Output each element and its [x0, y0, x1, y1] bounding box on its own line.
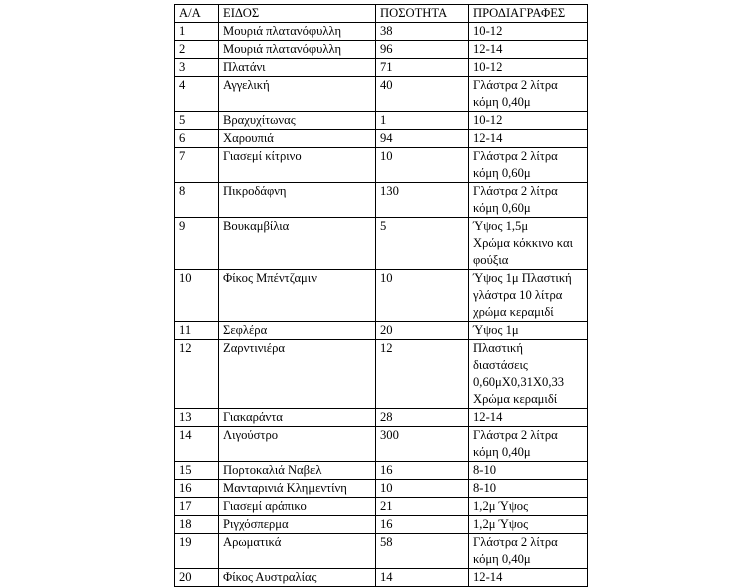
cell-quantity: 40 — [376, 77, 469, 112]
cell-specifications — [469, 534, 588, 569]
cell-item: Φίκος Μπέντζαμιν — [219, 270, 376, 322]
spec-line: 12-14 — [473, 570, 503, 584]
cell-quantity: 94 — [376, 130, 469, 148]
spec-line: 12-14 — [473, 410, 503, 424]
spec-line: Πλαστική — [473, 341, 523, 355]
cell-quantity: 16 — [376, 462, 469, 480]
spec-line: 0,60μΧ0,31Χ0,33 — [473, 375, 565, 389]
spec-line: 12-14 — [473, 42, 503, 56]
cell-specifications — [469, 427, 588, 462]
cell-item: Βουκαμβίλια — [219, 218, 376, 270]
spec-line: κόμη 0,40μ — [473, 552, 531, 566]
spec-line: κόμη 0,40μ — [473, 95, 531, 109]
cell-number: 17 — [175, 498, 219, 516]
cell-item: Πλατάνι — [219, 59, 376, 77]
cell-specifications — [469, 183, 588, 218]
table-row — [175, 41, 588, 59]
cell-quantity: 5 — [376, 218, 469, 270]
table-row — [175, 569, 588, 587]
spec-line: γλάστρα 10 λίτρα — [473, 288, 563, 302]
cell-quantity: 10 — [376, 480, 469, 498]
spec-line: κόμη 0,60μ — [473, 201, 531, 215]
cell-item: Γιασεμί αράπικο — [219, 498, 376, 516]
cell-quantity: 21 — [376, 498, 469, 516]
cell-number: 9 — [175, 218, 219, 270]
spec-line: 8-10 — [473, 463, 497, 477]
cell-specifications — [469, 77, 588, 112]
table-row — [175, 23, 588, 41]
table-row — [175, 462, 588, 480]
spec-line: διαστάσεις — [473, 358, 528, 372]
cell-number: 18 — [175, 516, 219, 534]
spec-line: 10-12 — [473, 113, 503, 127]
cell-number: 5 — [175, 112, 219, 130]
table-row — [175, 130, 588, 148]
cell-item: Ριγχόσπερμα — [219, 516, 376, 534]
cell-item: Βραχυχίτωνας — [219, 112, 376, 130]
cell-quantity: 130 — [376, 183, 469, 218]
spec-line: Γλάστρα 2 λίτρα — [473, 535, 558, 549]
cell-item: Μανταρινιά Κλημεντίνη — [219, 480, 376, 498]
cell-specifications — [469, 340, 588, 409]
cell-item: Φίκος Αυστραλίας — [219, 569, 376, 587]
spec-line: 10-12 — [473, 24, 503, 38]
spec-line: κόμη 0,60μ — [473, 166, 531, 180]
table-row — [175, 183, 588, 218]
table-row — [175, 534, 588, 569]
cell-quantity: 14 — [376, 569, 469, 587]
spec-line: Γλάστρα 2 λίτρα — [473, 78, 558, 92]
cell-quantity: 58 — [376, 534, 469, 569]
cell-item: Γιακαράντα — [219, 409, 376, 427]
cell-number: 8 — [175, 183, 219, 218]
table-row — [175, 340, 588, 409]
cell-specifications — [469, 480, 588, 498]
cell-specifications — [469, 23, 588, 41]
cell-quantity: 96 — [376, 41, 469, 59]
cell-specifications — [469, 270, 588, 322]
cell-quantity: 12 — [376, 340, 469, 409]
cell-number: 14 — [175, 427, 219, 462]
cell-item: Πορτοκαλιά Ναβελ — [219, 462, 376, 480]
table-row — [175, 427, 588, 462]
header-quantity: ΠΟΣΟΤΗΤΑ — [376, 5, 469, 23]
cell-number: 2 — [175, 41, 219, 59]
cell-specifications — [469, 462, 588, 480]
cell-number: 15 — [175, 462, 219, 480]
spec-line: κόμη 0,40μ — [473, 445, 531, 459]
cell-specifications — [469, 409, 588, 427]
cell-number: 20 — [175, 569, 219, 587]
table-row — [175, 218, 588, 270]
table-row — [175, 480, 588, 498]
cell-number: 6 — [175, 130, 219, 148]
cell-item: Ζαρντινιέρα — [219, 340, 376, 409]
cell-quantity: 38 — [376, 23, 469, 41]
header-specifications: ΠΡΟΔΙΑΓΡΑΦΕΣ — [469, 5, 588, 23]
spec-line: Ύψος 1,5μ — [473, 219, 529, 233]
table-row — [175, 148, 588, 183]
cell-number: 11 — [175, 322, 219, 340]
spec-line: χρώμα κεραμιδί — [473, 305, 554, 319]
cell-number: 3 — [175, 59, 219, 77]
table-row — [175, 77, 588, 112]
cell-number: 19 — [175, 534, 219, 569]
cell-number: 12 — [175, 340, 219, 409]
spec-line: Γλάστρα 2 λίτρα — [473, 149, 558, 163]
table-header-row — [175, 5, 588, 23]
cell-specifications — [469, 59, 588, 77]
cell-item: Μουριά πλατανόφυλλη — [219, 23, 376, 41]
plants-table — [174, 4, 588, 587]
table-row — [175, 270, 588, 322]
cell-item: Αγγελική — [219, 77, 376, 112]
cell-specifications — [469, 130, 588, 148]
cell-item: Σεφλέρα — [219, 322, 376, 340]
cell-item: Λιγούστρο — [219, 427, 376, 462]
cell-quantity: 20 — [376, 322, 469, 340]
spec-line: 1,2μ Ύψος — [473, 499, 529, 513]
header-number: Α/Α — [175, 5, 219, 23]
cell-number: 10 — [175, 270, 219, 322]
cell-quantity: 10 — [376, 148, 469, 183]
table-row — [175, 409, 588, 427]
cell-quantity: 1 — [376, 112, 469, 130]
table-row — [175, 59, 588, 77]
cell-number: 16 — [175, 480, 219, 498]
spec-line: Γλάστρα 2 λίτρα — [473, 184, 558, 198]
cell-item: Γιασεμί κίτρινο — [219, 148, 376, 183]
cell-item: Χαρουπιά — [219, 130, 376, 148]
spec-line: φούξια — [473, 253, 509, 267]
cell-item: Πικροδάφνη — [219, 183, 376, 218]
spec-line: Ύψος 1μ Πλαστική — [473, 271, 572, 285]
cell-quantity: 16 — [376, 516, 469, 534]
spec-line: Χρώμα κεραμιδί — [473, 392, 558, 406]
table-body — [175, 23, 588, 587]
cell-specifications — [469, 322, 588, 340]
table-row — [175, 516, 588, 534]
table-row — [175, 112, 588, 130]
cell-specifications — [469, 516, 588, 534]
cell-specifications — [469, 569, 588, 587]
cell-item: Αρωματικά — [219, 534, 376, 569]
spec-line: 10-12 — [473, 60, 503, 74]
header-item: ΕΙΔΟΣ — [219, 5, 376, 23]
cell-number: 13 — [175, 409, 219, 427]
cell-number: 4 — [175, 77, 219, 112]
spec-line: Γλάστρα 2 λίτρα — [473, 428, 558, 442]
cell-quantity: 10 — [376, 270, 469, 322]
cell-quantity: 28 — [376, 409, 469, 427]
spec-line: 8-10 — [473, 481, 497, 495]
cell-item: Μουριά πλατανόφυλλη — [219, 41, 376, 59]
cell-specifications — [469, 498, 588, 516]
table-row — [175, 498, 588, 516]
spec-line: Ύψος 1μ — [473, 323, 519, 337]
table-row — [175, 322, 588, 340]
cell-number: 1 — [175, 23, 219, 41]
cell-number: 7 — [175, 148, 219, 183]
cell-specifications — [469, 112, 588, 130]
cell-specifications — [469, 218, 588, 270]
cell-specifications — [469, 41, 588, 59]
spec-line: Χρώμα κόκκινο και — [473, 236, 573, 250]
spec-line: 12-14 — [473, 131, 503, 145]
cell-quantity: 300 — [376, 427, 469, 462]
cell-quantity: 71 — [376, 59, 469, 77]
spec-line: 1,2μ Ύψος — [473, 517, 529, 531]
cell-specifications — [469, 148, 588, 183]
